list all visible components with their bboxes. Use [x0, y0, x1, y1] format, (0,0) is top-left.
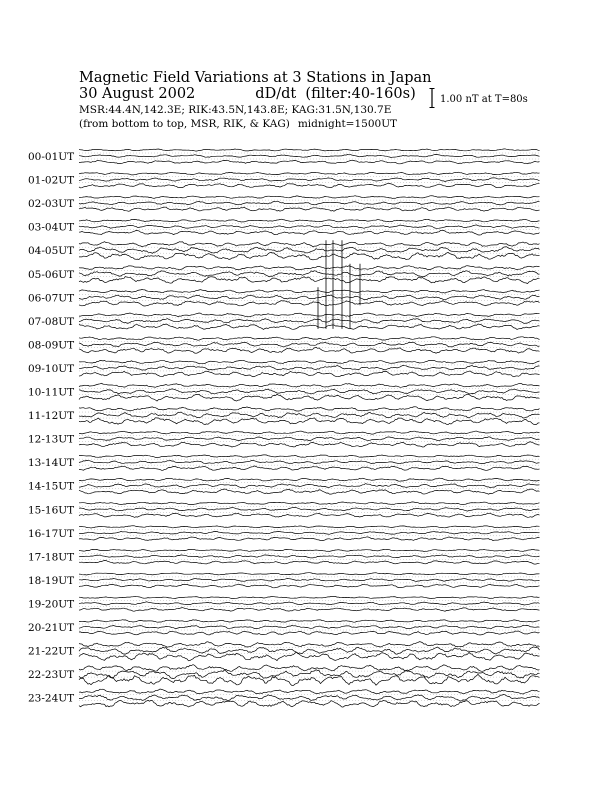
row-label: 03-04UT [28, 221, 75, 234]
row-label: 13-14UT [28, 457, 75, 470]
trace-KAG [79, 242, 540, 247]
trace-KAG [79, 149, 540, 151]
trace-KAG [79, 219, 540, 222]
date-label: 30 August 2002 [79, 86, 196, 102]
row-label: 07-08UT [28, 315, 75, 328]
row-16-17UT [28, 526, 540, 541]
row-label: 04-05UT [28, 245, 75, 258]
trace-MSR [79, 394, 540, 401]
row-15-16UT [28, 502, 540, 518]
trace-MSR [79, 560, 540, 564]
row-label: 19-20UT [28, 598, 75, 611]
row-label: 22-23UT [28, 669, 75, 682]
trace-MSR [79, 584, 540, 588]
row-label: 12-13UT [28, 433, 75, 446]
trace-RIK [79, 389, 540, 394]
row-label: 20-21UT [28, 622, 75, 634]
stations-label: MSR:44.4N,142.3E; RIK:43.5N,143.8E; KAG:31.5N,130.7E [79, 104, 392, 116]
trace-MSR [79, 513, 540, 517]
row-03-04UT [28, 219, 540, 235]
trace-KAG [79, 407, 540, 411]
trace-KAG [79, 431, 540, 434]
row-02-03UT [28, 196, 540, 212]
trace-KAG [79, 266, 540, 270]
row-19-20UT [28, 596, 540, 611]
midnight-note: midnight=1500UT [297, 118, 398, 130]
trace-KAG [79, 549, 540, 551]
trace-RIK [79, 178, 540, 182]
trace-RIK [79, 201, 540, 205]
trace-KAG [79, 665, 540, 672]
row-05-06UT [28, 266, 540, 284]
row-label: 15-16UT [28, 504, 75, 517]
trace-MSR [79, 466, 540, 470]
row-09-10UT [28, 361, 540, 377]
trace-RIK [79, 342, 540, 347]
trace-RIK [79, 555, 540, 558]
row-23-24UT [28, 689, 540, 707]
trace-MSR [79, 700, 540, 707]
trace-MSR [79, 301, 540, 306]
row-17-18UT [28, 549, 540, 564]
trace-MSR [79, 442, 540, 447]
row-label: 02-03UT [28, 198, 75, 211]
row-label: 18-19UT [28, 574, 75, 587]
trace-RIK [79, 625, 540, 628]
trace-KAG [79, 526, 540, 528]
trace-RIK [79, 579, 540, 582]
trace-KAG [79, 596, 540, 598]
trace-MSR [79, 160, 540, 164]
trace-RIK [79, 602, 540, 605]
trace-MSR [79, 674, 540, 685]
trace-KAG [79, 172, 540, 175]
trace-KAG [79, 290, 540, 294]
trace-KAG [79, 455, 540, 458]
trace-RIK [79, 412, 540, 418]
trace-KAG [79, 573, 540, 575]
row-label: 05-06UT [28, 268, 75, 281]
trace-RIK [79, 531, 540, 534]
row-label: 08-09UT [28, 339, 75, 352]
trace-KAG [79, 383, 540, 387]
trace-RIK [79, 319, 540, 324]
trace-KAG [79, 478, 540, 481]
trace-MSR [79, 371, 540, 377]
trace-KAG [79, 337, 540, 340]
row-label: 06-07UT [28, 292, 75, 305]
trace-RIK [79, 647, 540, 654]
row-label: 09-10UT [28, 362, 75, 375]
trace-MSR [79, 347, 540, 353]
row-label: 00-01UT [28, 151, 75, 163]
row-11-12UT [28, 407, 540, 425]
trace-KAG [79, 689, 540, 694]
trace-RIK [79, 484, 540, 488]
row-22-23UT [28, 665, 540, 686]
row-label: 21-22UT [28, 645, 75, 658]
trace-RIK [79, 365, 540, 370]
scale-label: 1.00 nT at T=80s [440, 94, 528, 105]
trace-MSR [79, 324, 540, 330]
row-label: 14-15UT [28, 480, 75, 493]
trace-MSR [79, 418, 540, 425]
row-14-15UT [28, 478, 540, 494]
trace-MSR [79, 231, 540, 236]
row-06-07UT [28, 290, 540, 307]
trace-RIK [79, 437, 540, 441]
row-label: 23-24UT [28, 692, 75, 705]
trace-RIK [79, 247, 540, 254]
row-04-05UT [28, 242, 540, 260]
row-label: 01-02UT [28, 174, 75, 187]
row-label: 16-17UT [28, 527, 75, 540]
trace-MSR [79, 537, 540, 541]
row-01-02UT [28, 172, 540, 188]
trace-MSR [79, 631, 540, 635]
trace-RIK [79, 295, 540, 300]
trace-MSR [79, 608, 540, 612]
trace-KAG [79, 313, 540, 317]
trace-MSR [79, 207, 540, 211]
trace-RIK [79, 460, 540, 463]
trace-RIK [79, 225, 540, 228]
row-21-22UT [28, 642, 540, 661]
row-00-01UT [28, 149, 540, 164]
row-07-08UT [28, 313, 540, 330]
filter-label: (filter:40-160s) [305, 86, 416, 102]
row-label: 17-18UT [28, 551, 75, 564]
row-10-11UT [28, 383, 540, 401]
trace-RIK [79, 155, 540, 158]
trace-KAG [79, 502, 540, 505]
order-note-text: (from bottom to top, MSR, RIK, & KAG) [79, 118, 290, 130]
trace-RIK [79, 508, 540, 512]
row-08-09UT [28, 337, 540, 354]
row-label: 10-11UT [28, 386, 75, 399]
trace-KAG [79, 196, 540, 199]
trace-MSR [79, 252, 540, 260]
trace-KAG [79, 620, 540, 623]
row-12-13UT [28, 431, 540, 447]
quantity-label: dD/dt [255, 86, 297, 102]
row-18-19UT [28, 573, 540, 588]
row-20-21UT [28, 620, 540, 635]
trace-KAG [79, 361, 540, 364]
trace-MSR [79, 489, 540, 494]
trace-KAG [79, 642, 540, 648]
row-13-14UT [28, 455, 540, 470]
row-label: 11-12UT [28, 410, 75, 423]
trace-MSR [79, 277, 540, 284]
trace-MSR [79, 183, 540, 188]
trace-RIK [79, 271, 540, 277]
chart-title: Magnetic Field Variations at 3 Stations in Japan [79, 70, 432, 86]
